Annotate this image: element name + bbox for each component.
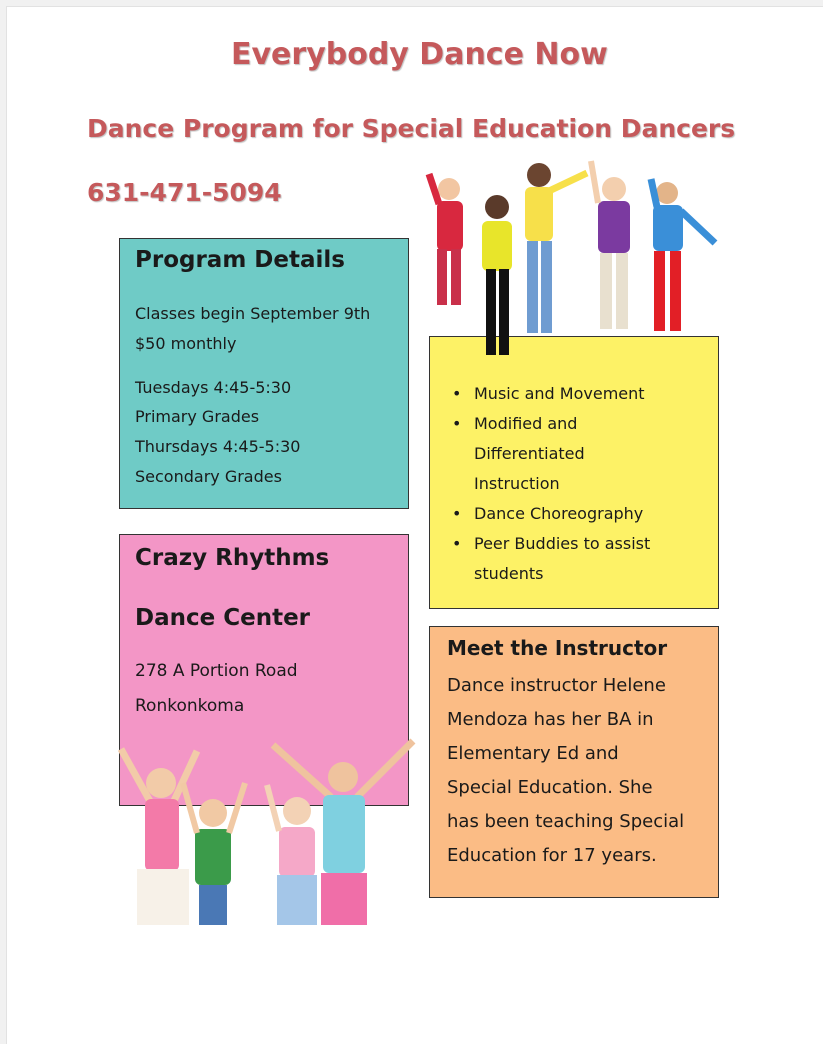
dancing-kids-top-image [419, 159, 719, 359]
dancing-kids-bottom-image [117, 735, 422, 925]
center-address-town: Ronkonkoma [135, 696, 245, 716]
kid-figure [183, 783, 245, 925]
instructor-bio-line: has been teaching Special [447, 811, 685, 832]
instructor-bio-line: Elementary Ed and [447, 743, 619, 764]
primary-grades: Primary Grades [135, 407, 260, 426]
features-list [452, 379, 651, 589]
program-price: $50 monthly [135, 334, 237, 353]
feature-item: • Peer Buddies to assist [452, 534, 651, 553]
instructor-box [429, 626, 719, 898]
kid-figure [429, 174, 463, 305]
center-name-line1: Crazy Rhythms [135, 545, 330, 571]
center-address-street: 278 A Portion Road [135, 661, 298, 681]
thursday-schedule: Thursdays 4:45-5:30 [135, 437, 301, 456]
feature-item-continued: Differentiated [474, 444, 585, 463]
kid-figure [525, 163, 587, 333]
kid-figure [482, 195, 512, 355]
instructor-heading: Meet the Instructor [447, 636, 668, 660]
instructor-bio-line: Education for 17 years. [447, 845, 657, 866]
kid-figure [591, 161, 630, 329]
feature-item-continued: students [474, 564, 544, 583]
secondary-grades: Secondary Grades [135, 467, 282, 486]
feature-item: • Music and Movement [452, 384, 645, 403]
tuesday-schedule: Tuesdays 4:45-5:30 [135, 378, 292, 397]
feature-item: • Dance Choreography [452, 504, 644, 523]
kid-figure [121, 749, 197, 925]
instructor-bio-line: Dance instructor Helene [447, 675, 666, 696]
kid-figure [267, 785, 317, 925]
kid-figure [651, 179, 715, 331]
program-details-box [119, 238, 409, 509]
features-box [429, 336, 719, 609]
center-name-line2: Dance Center [135, 605, 311, 631]
flyer-subtitle: Dance Program for Special Education Dancers [87, 114, 736, 143]
instructor-bio-line: Special Education. She [447, 777, 653, 798]
instructor-bio-line: Mendoza has her BA in [447, 709, 654, 730]
program-details-heading: Program Details [135, 247, 345, 273]
phone-number: 631-471-5094 [87, 178, 282, 207]
program-start-date: Classes begin September 9th [135, 304, 371, 323]
flyer-title: Everybody Dance Now [231, 37, 608, 72]
feature-item: • Modified and [452, 414, 578, 433]
flyer-page [6, 6, 823, 1044]
feature-item-continued: Instruction [474, 474, 560, 493]
